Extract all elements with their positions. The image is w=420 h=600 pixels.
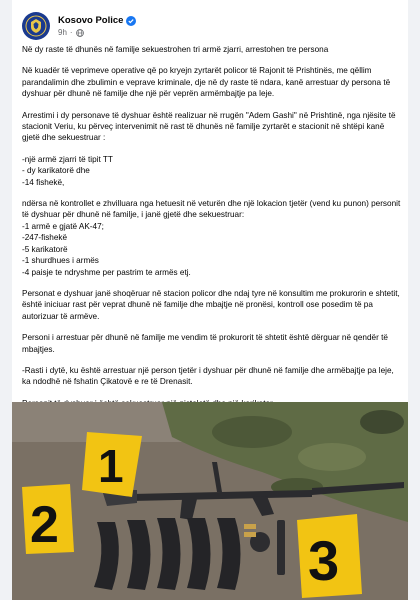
paragraph-6: -Rasti i dytë, ku është arrestuar një person tjetër i dyshuar për dhunë në familje dhe armëbajtje pa leje, ka ndodhë në fshatin Çikatovë e re të Drenasit. (22, 365, 394, 387)
avatar[interactable] (22, 12, 50, 40)
kosovo-police-logo-icon (25, 15, 47, 37)
verified-badge-icon (126, 16, 136, 26)
camo-patch (298, 443, 366, 471)
paragraph-2: Arrestimi i dy personave të dyshuar është realizuar në rrugën "Adem Gashi" në Prishtinë, nga njësite të stacionit Veriu, ku përveç intervenimit në rast të dhunës në familje zyrtarët e stacionit në shtëpi kanë gjetë dhe sekuestruar : (22, 110, 396, 143)
evidence-photo (12, 402, 408, 600)
list-item: -4 paisje te ndryshme per pastrim te armës etj. (22, 267, 191, 277)
evidence-marker-1 (82, 432, 142, 497)
seized-list-2 (22, 198, 402, 278)
list-item: - dy karikatorë dhe (22, 166, 90, 176)
camo-patch (360, 410, 404, 434)
page-name[interactable]: Kosovo Police (58, 15, 124, 26)
post-header (22, 8, 136, 44)
cartridges (244, 524, 256, 529)
cleaning-rod (277, 520, 285, 575)
list-item: -247-fishekë (22, 233, 68, 243)
list-item: -1 armë e gjatë AK-47; (22, 221, 104, 231)
globe-icon (76, 29, 84, 37)
evidence-marker-3 (297, 514, 362, 598)
paragraph-5: Personi i arrestuar për dhunë në familje me vendim të prokurorit të shtetit është dërguar në qendër të mbajtjes. (22, 333, 388, 354)
seized-list-1 (22, 154, 402, 188)
list-item: -14 fishekë, (22, 177, 65, 187)
post-title: Në dy raste të dhunës në familje sekuestrohen tri armë zjarri, arrestohen tre persona (22, 45, 329, 54)
list-item: -1 shurdhues i armës (22, 256, 99, 266)
list-item: -një armë zjarri të tipit TT (22, 154, 113, 164)
svg-text:3: 3 (308, 529, 340, 592)
list-item: -5 karikatorë (22, 244, 68, 254)
separator-dot: · (69, 28, 73, 37)
facebook-post (12, 0, 408, 600)
paragraph-3: ndërsa në kontrollet e zhvilluara nga hetuesit në veturën dhe një lokacion tjetër (vend ku punon) personit të dyshuar për dhunë në familje, i janë gjetë dhe sekuestruar: (22, 199, 401, 220)
post-time[interactable]: 9h (58, 28, 67, 37)
paragraph-1: Në kuadër të veprimeve operative që po kryejn zyrtarët policor të Rajonit të Prishtinës, me qëllim parandalimin dhe zbulimin e veprave kriminale, dje në dy raste të ndara, kanë arrestuar dy persona të dyshuar për dhunë në familje dhe një për veprën armëmbajtje pa leje. (22, 66, 391, 99)
post-text (22, 44, 402, 452)
evidence-marker-2 (22, 484, 74, 554)
post-photo[interactable] (12, 402, 408, 600)
paragraph-4: Personat e dyshuar janë shoqëruar në stacion policor dhe ndaj tyre në konsultim me prokurorin e shtetit, është iniciuar rast për veprat dhunë në familje dhe mbajtje në pronësi, kontroll ose posedim të pa autorizuar të armëve. (22, 288, 400, 321)
cartridges (244, 532, 256, 537)
svg-text:2: 2 (30, 496, 59, 554)
camo-patch (212, 416, 292, 448)
svg-text:1: 1 (98, 440, 124, 492)
